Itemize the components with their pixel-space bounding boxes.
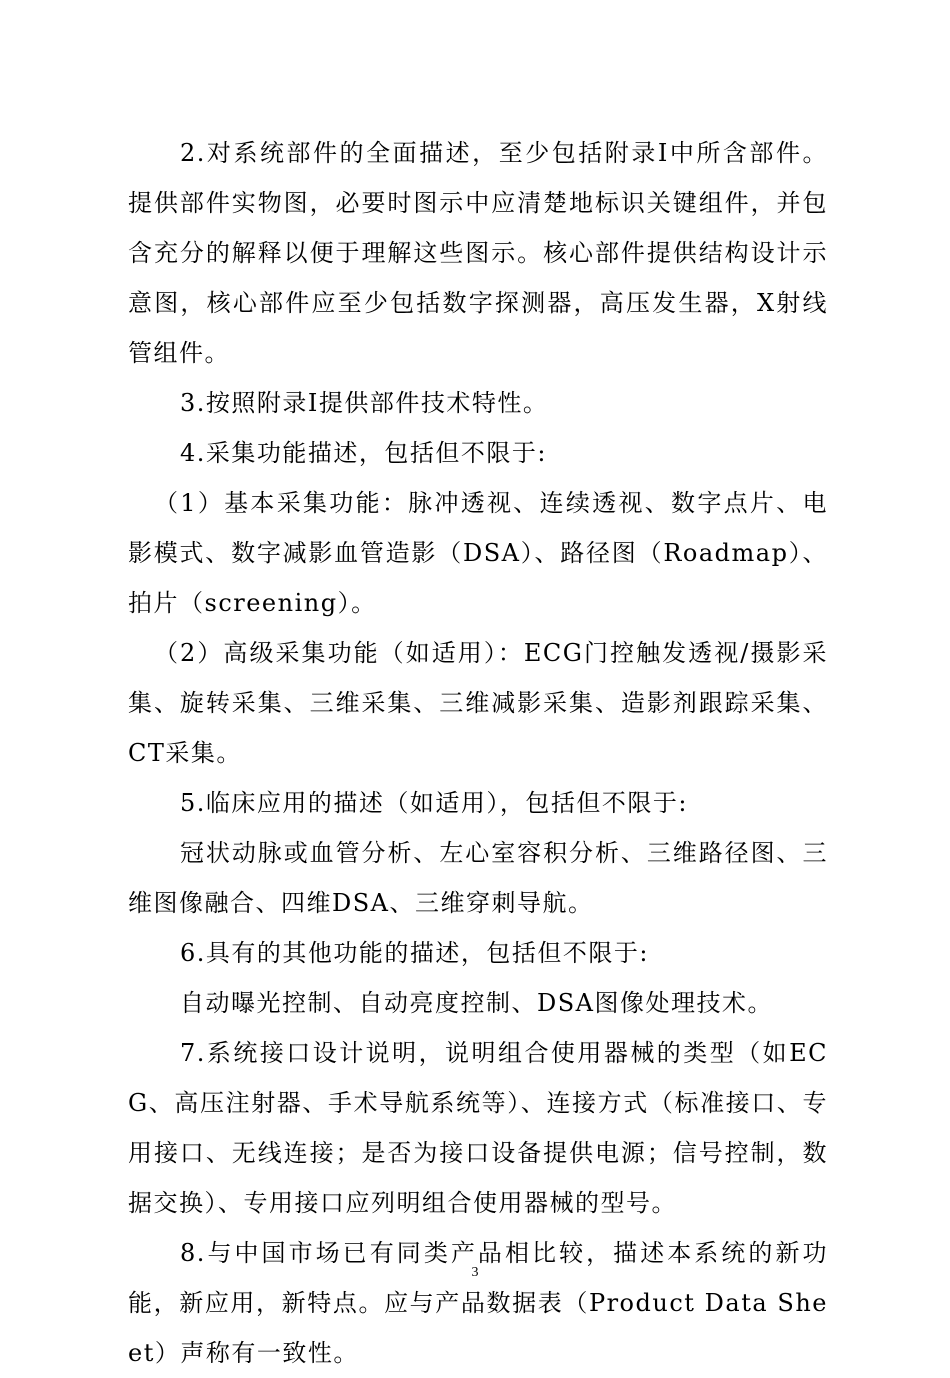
paragraph-item-6: 6.具有的其他功能的描述，包括但不限于: <box>180 939 649 967</box>
paragraph-item-7: 7.系统接口设计说明，说明组合使用器械的类型（如ECG、高压注射器、手术导航系统等）、连接方式（标准接口、专用接口、无线连接；是否为接口设备提供电源；信号控制，数据交换）、专用接口应列明组合使用器械的型号。 <box>128 1039 828 1217</box>
paragraph-item-5-detail: 冠状动脉或血管分析、左心室容积分析、三维路径图、三维图像融合、四维DSA、三维穿刺导航。 <box>128 839 828 917</box>
paragraph-item-4: 4.采集功能描述，包括但不限于: <box>180 439 547 467</box>
paragraph-item-5: 5.临床应用的描述（如适用），包括但不限于: <box>180 789 688 817</box>
paragraph-item-8: 8.与中国市场已有同类产品相比较，描述本系统的新功能，新应用，新特点。应与产品数据表（Product Data Sheet）声称有一致性。 <box>128 1239 828 1367</box>
paragraph-item-2: 2.对系统部件的全面描述，至少包括附录Ⅰ中所含部件。提供部件实物图，必要时图示中应清楚地标识关键组件，并包含充分的解释以便于理解这些图示。核心部件提供结构设计示意图，核心部件应至少包括数字探测器，高压发生器，X射线管组件。 <box>128 139 828 367</box>
paragraph-item-6-detail: 自动曝光控制、自动亮度控制、DSA图像处理技术。 <box>180 989 774 1017</box>
page-number: 3 <box>471 1265 479 1280</box>
paragraph-subitem-2: （2）高级采集功能（如适用）：ECG门控触发透视/摄影采集、旋转采集、三维采集、三维减影采集、造影剂跟踪采集、CT采集。 <box>128 639 828 767</box>
body-text <box>128 128 828 1378</box>
paragraph-subitem-1: （1）基本采集功能：脉冲透视、连续透视、数字点片、电影模式、数字减影血管造影（DSA）、路径图（Roadmap）、拍片（screening）。 <box>128 489 828 617</box>
paragraph-item-3: 3.按照附录Ⅰ提供部件技术特性。 <box>180 389 549 417</box>
